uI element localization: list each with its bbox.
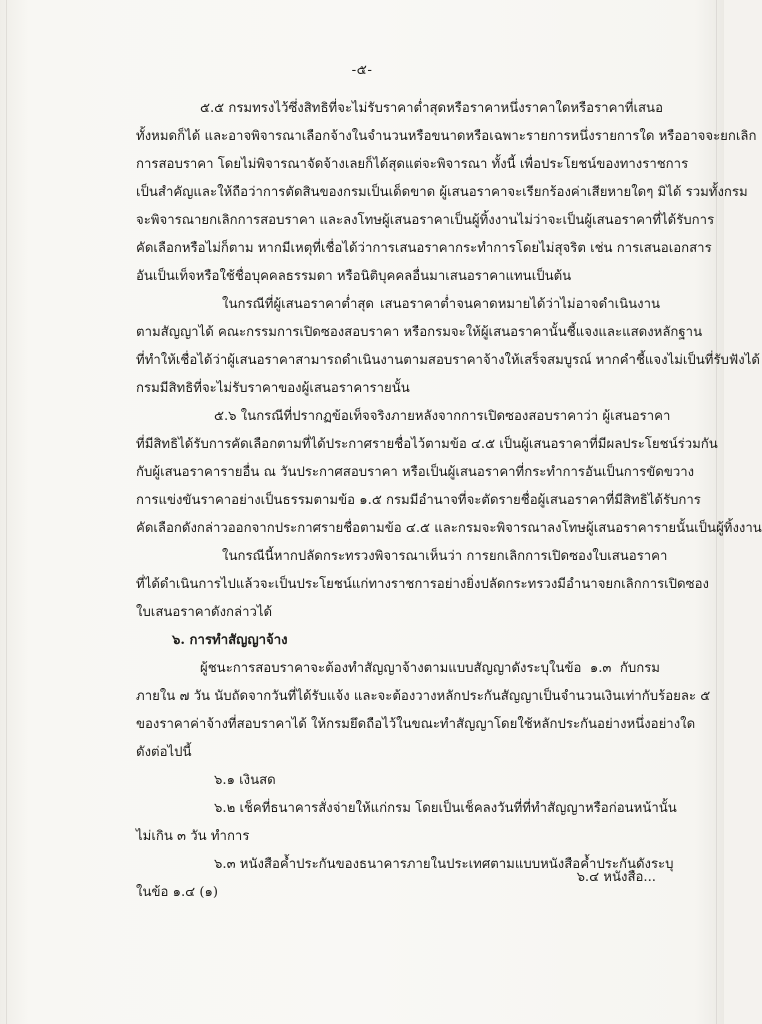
text-line: ตามสัญญาได้ คณะกรรมการเปิดซองสอบราคา หรือกรมจะให้ผู้เสนอราคานั้นชี้แจงและแสดงหลักฐาน <box>136 325 703 340</box>
text-line: เป็นสำคัญและให้ถือว่าการตัดสินของกรมเป็นเด็ดขาด ผู้เสนอราคาจะเรียกร้องค่าเสียหายใดๆ มิได้ รวมทั้งกรม <box>136 185 748 200</box>
text-line: ในกรณีที่ผู้เสนอราคาต่ำสุด เสนอราคาต่ำจนคาดหมายได้ว่าไม่อาจดำเนินงาน <box>222 297 660 312</box>
text-line: ผู้ชนะการสอบราคาจะต้องทำสัญญาจ้างตามแบบสัญญาดังระบุในข้อ ๑.๓ กับกรม <box>200 661 660 676</box>
text-line: กับผู้เสนอราคารายอื่น ณ วันประกาศสอบราคา หรือเป็นผู้เสนอราคาที่กระทำการอันเป็นการขัดขวาง <box>136 465 695 480</box>
text-line: ที่ได้ดำเนินการไปแล้วจะเป็นประโยชน์แก่ทางราชการอย่างยิ่งปลัดกระทรวงมีอำนาจยกเลิกการเปิดซอง <box>136 577 709 592</box>
text-line: ภายใน ๗ วัน นับถัดจากวันที่ได้รับแจ้ง และจะต้องวางหลักประกันสัญญาเป็นจำนวนเงินเท่ากับร้อยละ ๕ <box>136 689 711 704</box>
text-line: การสอบราคา โดยไม่พิจารณาจัดจ้างเลยก็ได้สุดแต่จะพิจารณา ทั้งนี้ เพื่อประโยชน์ของทางราชการ <box>136 157 689 172</box>
text-line: ๖.๒ เช็คที่ธนาคารสั่งจ่ายให้แก่กรม โดยเป็นเช็คลงวันที่ที่ทำสัญญาหรือก่อนหน้านั้น <box>214 801 677 816</box>
text-line: ในกรณีนี้หากปลัดกระทรวงพิจารณาเห็นว่า การยกเลิกการเปิดซองใบเสนอราคา <box>222 549 668 564</box>
text-line: ๕.๕ กรมทรงไว้ซึ่งสิทธิที่จะไม่รับราคาต่ำสุดหรือราคาหนึ่งราคาใดหรือราคาที่เสนอ <box>200 101 663 116</box>
text-line: กรมมีสิทธิที่จะไม่รับราคาของผู้เสนอราคารายนั้น <box>136 381 410 396</box>
page-number: -๕- <box>351 62 373 78</box>
text-line: ทั้งหมดก็ได้ และอาจพิจารณาเลือกจ้างในจำนวนหรือขนาดหรือเฉพาะรายการหนึ่งรายการใด หรืออาจจะยกเลิก <box>136 129 757 144</box>
section-heading: ๖. การทำสัญญาจ้าง <box>172 633 288 648</box>
text-line: ดังต่อไปนี้ <box>136 745 192 760</box>
scan-edge-mark <box>6 0 7 1024</box>
text-line: จะพิจารณายกเลิกการสอบราคา และลงโทษผู้เสนอราคาเป็นผู้ทิ้งงานไม่ว่าจะเป็นผู้เสนอราคาที่ได้รับการ <box>136 213 715 228</box>
text-line: การแข่งขันราคาอย่างเป็นธรรมตามข้อ ๑.๕ กรมมีอำนาจที่จะตัดรายชื่อผู้เสนอราคาที่มีสิทธิได้รับการ <box>136 493 701 508</box>
text-line: คัดเลือกหรือไม่ก็ตาม หากมีเหตุที่เชื่อได้ว่าการเสนอราคากระทำการโดยไม่สุจริต เช่น การเสนอเอกสาร <box>136 241 712 256</box>
text-line: ในข้อ ๑.๔ (๑) <box>136 885 218 900</box>
continuation-marker: ๖.๔ หนังสือ... <box>576 870 656 885</box>
text-line: ๖.๓ หนังสือค้ำประกันของธนาคารภายในประเทศตามแบบหนังสือค้ำประกันดังระบุ <box>214 857 674 872</box>
text-line: คัดเลือกดังกล่าวออกจากประกาศรายชื่อตามข้อ ๔.๕ และกรมจะพิจารณาลงโทษผู้เสนอราคารายนั้นเป็นผู้ทิ้งงาน <box>136 521 762 536</box>
text-line: ใบเสนอราคาดังกล่าวได้ <box>136 605 273 620</box>
text-line: อันเป็นเท็จหรือใช้ชื่อบุคคลธรรมดา หรือนิติบุคคลอื่นมาเสนอราคาแทนเป็นต้น <box>136 269 572 284</box>
text-line: ที่มีสิทธิได้รับการคัดเลือกตามที่ได้ประกาศรายชื่อไว้ตามข้อ ๔.๕ เป็นผู้เสนอราคาที่มีผลประโยชน์ร่วมกัน <box>136 437 718 452</box>
text-line: ๕.๖ ในกรณีที่ปรากฏข้อเท็จจริงภายหลังจากการเปิดซองสอบราคาว่า ผู้เสนอราคา <box>214 409 671 424</box>
text-line: ๖.๑ เงินสด <box>214 773 276 788</box>
text-line: ไม่เกิน ๓ วัน ทำการ <box>136 829 250 844</box>
scan-edge-mark <box>716 0 717 1024</box>
text-line: ที่ทำให้เชื่อได้ว่าผู้เสนอราคาสามารถดำเนินงานตามสอบราคาจ้างให้เสร็จสมบูรณ์ หากคำชี้แจงไม่เป็นที่รับฟังได้ <box>136 353 760 368</box>
text-line: ของราคาค่าจ้างที่สอบราคาได้ ให้กรมยึดถือไว้ในขณะทำสัญญาโดยใช้หลักประกันอย่างหนึ่งอย่างใด <box>136 717 696 732</box>
